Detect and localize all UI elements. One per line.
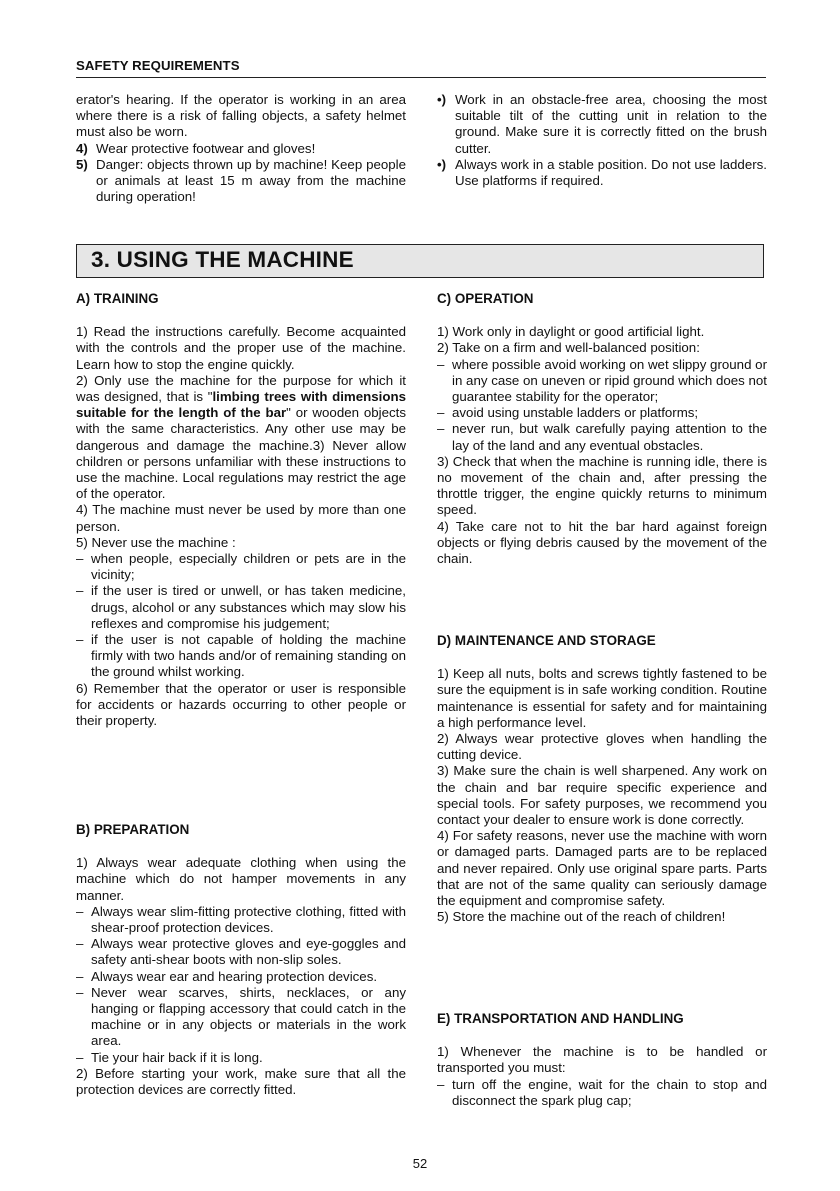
list-item: 4) Wear protective footwear and gloves! [76,140,316,156]
list-item: – turn off the engine, wait for the chain to stop and disconnect the spark plug cap; [437,1076,767,1108]
paragraph: 1) Whenever the machine is to be handled or transported you must: [437,1044,767,1076]
list-item: – if the user is not capable of holding the machine firmly with two hands and/or of remaining standing on the ground whilst working. [76,632,406,680]
paragraph: 4) Take care not to hit the bar hard against foreign objects or flying debris caused by the movement of the chain. [437,518,767,567]
paragraph: erator's hearing. If the operator is working in an area where there is a risk of falling objects, a safety helmet must also be worn. [76,92,406,140]
transport-heading: E) TRANSPORTATION AND HANDLING [437,1011,684,1026]
operation-heading: C) OPERATION [437,291,534,306]
paragraph: 2) Always wear protective gloves when handling the cutting device. [437,731,767,763]
paragraph: 5) Never use the machine : [76,534,236,550]
section-title: 3. USING THE MACHINE [91,247,354,272]
paragraph: 1) Keep all nuts, bolts and screws tightly fastened to be sure the equipment is in safe working condition. Routine maintenance is essential for safety and for maintaining a high performance level. [437,666,767,730]
list-item: 5) Danger: objects thrown up by machine! Keep people or animals at least 15 m away from the machine during operation! [76,156,406,205]
maintenance-section [437,633,767,925]
list-item: – where possible avoid working on wet slippy ground or in any case on uneven or ripid ground which does not guarantee stability for the operator; [437,356,767,405]
list-item: – Tie your hair back if it is long. [76,1049,263,1065]
page-number: 52 [412,1156,428,1171]
preparation-heading: B) PREPARATION [76,822,190,837]
paragraph: 3) Make sure the chain is well sharpened. Any work on the chain and bar require specific experience and special tools. For safety purposes, we recommend you contact your dealer to ensure work is done correctly. [437,763,767,828]
list-item: – Never wear scarves, shirts, necklaces, or any hanging or flapping accessory that could catch in the machine or in any objects or materials in the work area. [76,984,406,1049]
maintenance-heading: D) MAINTENANCE AND STORAGE [437,633,656,648]
list-item: – Always wear slim-fitting protective clothing, fitted with shear-proof protection devices. [76,903,406,936]
paragraph: 3) Check that when the machine is running idle, there is no movement of the chain and, after pressing the throttle trigger, the engine quickly returns to minimum speed. [437,453,767,518]
paragraph: 1) Read the instructions carefully. Become acquainted with the controls and the proper use of the machine. Learn how to stop the engine quickly. [76,324,406,372]
paragraph: 6) Remember that the operator or user is responsible for accidents or hazards occurring to other people or their property. [76,680,406,729]
training-heading: A) TRAINING [76,291,159,306]
paragraph: 4) For safety reasons, never use the machine with worn or damaged parts. Damaged parts are to be replaced and never repaired. Only use original spare parts. Parts that are not of the same quality can seriously damage the equipment and compromise safety. [437,828,767,909]
top-left-column [76,92,406,205]
section-heading [76,244,764,278]
paragraph: 2) Before starting your work, make sure that all the protection devices are correctly fitted. [76,1065,406,1098]
page-header: SAFETY REQUIREMENTS [76,58,766,78]
training-section [76,291,406,729]
list-item: •) Work in an obstacle-free area, choosing the most suitable tilt of the cutting unit in relation to the ground. Make sure it is correctly fitted on the brush cutter. [437,92,767,156]
list-item: – Always wear ear and hearing protection devices. [76,968,378,984]
list-item: – when people, especially children or pets are in the vicinity; [76,551,406,583]
list-item: – Always wear protective gloves and eye-goggles and safety anti-shear boots with non-slip soles. [76,936,406,968]
operation-section [437,291,767,567]
paragraph: 4) The machine must never be used by more than one person. [76,502,406,534]
paragraph: 2) Only use the machine for the purpose for which it was designed, that is "limbing trees with dimensions suitable for the length of the bar" or wooden objects with the same characteristics. Any other use may be dangerous and damage the machine.3) Never allow children or persons unfamiliar with these instructions to use the machine. Local regulations may restrict the age of the operator. [76,372,406,502]
paragraph: 2) Take on a firm and well-balanced position: [437,340,700,356]
paragraph: 1) Always wear adequate clothing when using the machine which do not hamper movements in any manner. [76,855,406,903]
list-item: – never run, but walk carefully paying attention to the lay of the land and any eventual obstacles. [437,421,767,453]
paragraph: 5) Store the machine out of the reach of children! [437,909,726,925]
list-item: – avoid using unstable ladders or platforms; [437,405,699,421]
transport-section [437,1011,767,1109]
list-item: •) Always work in a stable position. Do not use ladders. Use platforms if required. [437,156,767,189]
list-item: – if the user is tired or unwell, or has taken medicine, drugs, alcohol or any substances which may slow his reflexes and compromise his judgement; [76,583,406,631]
top-right-column [437,92,767,189]
paragraph: 1) Work only in daylight or good artificial light. [437,324,705,340]
preparation-section [76,822,406,1098]
